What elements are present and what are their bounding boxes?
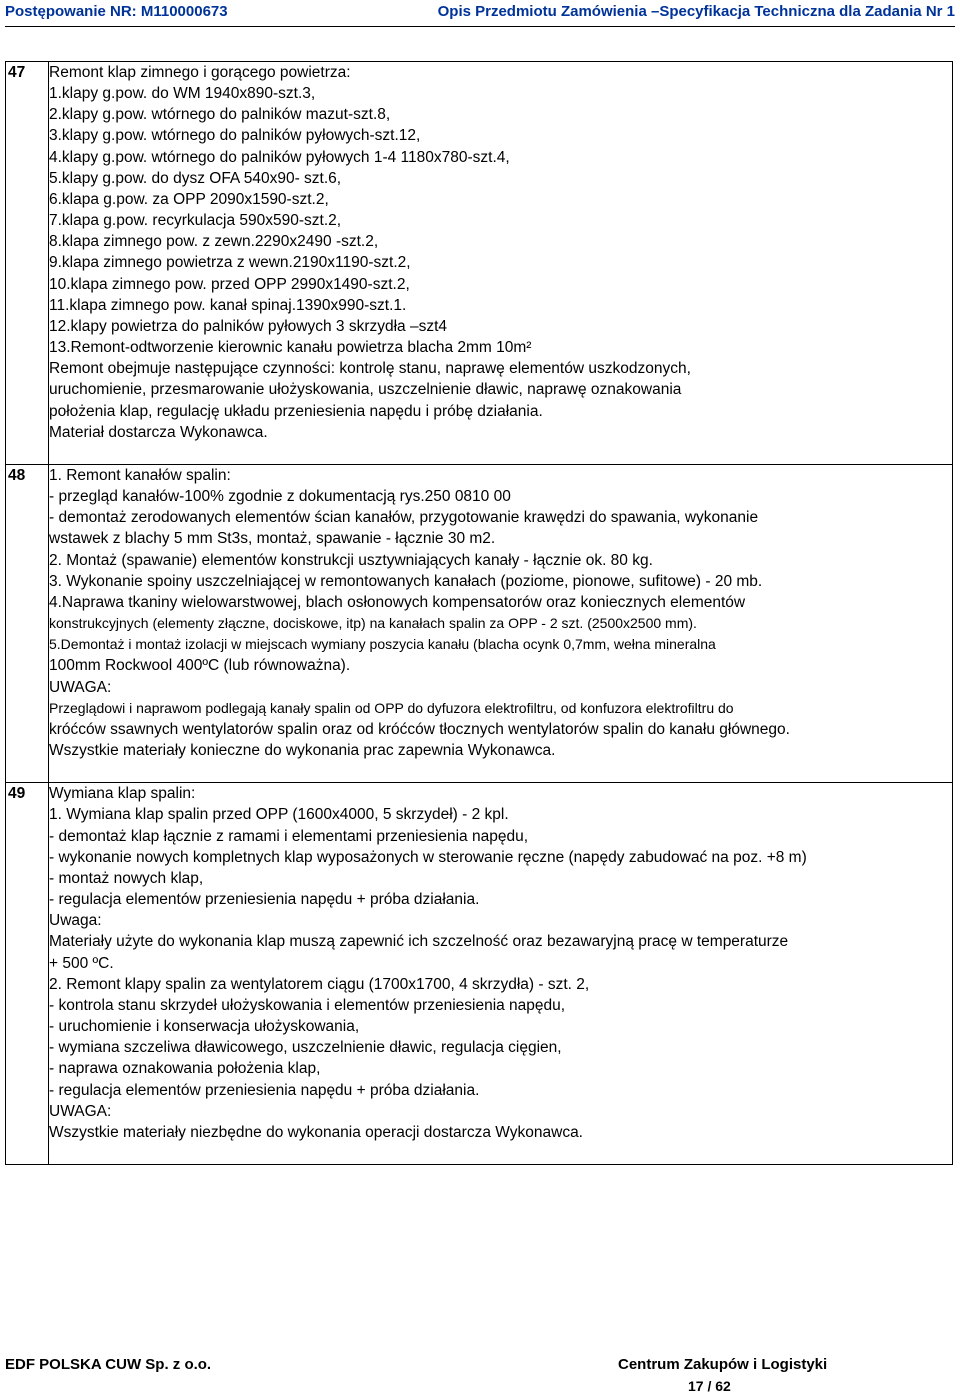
item-number-cell	[6, 783, 49, 1165]
page-number: 17 / 62	[688, 1378, 731, 1394]
description-line: króćców ssawnych wentylatorów spalin oraz od króćców tłocznych wentylatorów spalin do kanału głównego.	[49, 720, 790, 738]
description-line: 1. Remont kanałów spalin:	[49, 466, 231, 484]
description-line: Uwaga:	[49, 912, 102, 930]
description-line	[49, 443, 952, 464]
header-tender-number: Postępowanie NR: M110000673	[5, 3, 228, 20]
description-line: - wykonanie nowych kompletnych klap wyposażonych w sterowanie ręczne (napędy zabudować na poz. +8 m)	[49, 848, 807, 866]
description-line: UWAGA:	[49, 1102, 112, 1120]
item-description-cell	[49, 62, 953, 465]
table-row	[6, 464, 953, 782]
description-line: 4.klapy g.pow. wtórnego do palników pyłowych 1-4 1180x780-szt.4,	[49, 148, 510, 166]
description-line: 12.klapy powietrza do palników pyłowych 3 skrzydła –szt4	[49, 317, 448, 335]
description-line: Materiały użyte do wykonania klap muszą zapewnić ich szczelność oraz bezawaryjną pracę w temperaturze	[49, 933, 789, 951]
page-footer	[0, 1348, 960, 1392]
description-line: wstawek z blachy 5 mm St3s, montaż, spawanie - łącznie 30 m2.	[49, 530, 496, 548]
description-line: - demontaż zerodowanych elementów ścian kanałów, przygotowanie krawędzi do spawania, wykonanie	[49, 509, 759, 527]
item-description-cell	[49, 464, 953, 782]
description-line: 5.Demontaż i montaż izolacji w miejscach wymiany poszycia kanału (blacha ocynk 0,7mm, wełna mineralna	[49, 636, 716, 653]
item-number: 49	[8, 785, 26, 803]
footer-company: EDF POLSKA CUW Sp. z o.o.	[5, 1356, 212, 1373]
description-line: Wszystkie materiały niezbędne do wykonania operacji dostarcza Wykonawca.	[49, 1123, 583, 1141]
description-line: 2. Remont klapy spalin za wentylatorem ciągu (1700x1700, 4 skrzydła) - szt. 2,	[49, 975, 590, 993]
description-line: Wszystkie materiały konieczne do wykonania prac zapewnia Wykonawca.	[49, 742, 556, 759]
description-line: 2.klapy g.pow. wtórnego do palników mazut-szt.8,	[49, 106, 391, 124]
description-line: 3.klapy g.pow. wtórnego do palników pyłowych-szt.12,	[49, 127, 421, 145]
table-row	[6, 783, 953, 1165]
description-line: położenia klap, regulację układu przeniesienia napędu i próbę działania.	[49, 402, 543, 420]
description-line: 100mm Rockwool 400ºC (lub równoważna).	[49, 657, 351, 675]
description-line: 13.Remont-odtworzenie kierownic kanału powietrza blacha 2mm 10m²	[49, 339, 532, 357]
item-number: 47	[8, 64, 26, 81]
description-line	[49, 761, 952, 782]
description-line: 9.klapa zimnego powietrza z wewn.2190x1190-szt.2,	[49, 254, 411, 272]
description-line	[49, 1143, 952, 1164]
description-line: Przeglądowi i naprawom podlegają kanały spalin od OPP do dyfuzora elektrofiltru, od konfuzora elektrofiltru do	[49, 699, 734, 716]
description-line: 3. Wykonanie spoiny uszczelniającej w remontowanych kanałach (poziome, pionowe, sufitowe) - 20 mb.	[49, 572, 763, 590]
description-line: - montaż nowych klap,	[49, 869, 204, 887]
description-line: - demontaż klap łącznie z ramami i elementami przeniesienia napędu,	[49, 827, 529, 845]
page-header	[5, 0, 955, 27]
description-line: konstrukcyjnych (elementy złączne, dociskowe, itp) na kanałach spalin za OPP - 2 szt. (2500x2500 mm).	[49, 615, 697, 632]
item-number-cell	[6, 62, 49, 465]
description-line: - naprawa oznakowania położenia klap,	[49, 1060, 321, 1078]
description-line: - regulacja elementów przeniesienia napędu + próba działania.	[49, 1081, 480, 1099]
description-line: Wymiana klap spalin:	[49, 785, 196, 803]
description-line: 1. Wymiana klap spalin przed OPP (1600x4000, 5 skrzydeł) - 2 kpl.	[49, 806, 509, 824]
description-line: - przegląd kanałów-100% zgodnie z dokumentacją rys.250 0810 00	[49, 488, 511, 506]
item-number: 48	[8, 466, 26, 484]
description-line: uruchomienie, przesmarowanie ułożyskowania, uszczelnienie dławic, naprawę oznakowania	[49, 381, 682, 399]
footer-department: Centrum Zakupów i Logistyki	[618, 1356, 828, 1373]
description-line: Remont obejmuje następujące czynności: kontrolę stanu, naprawę elementów uszkodzonych,	[49, 360, 691, 378]
description-line: + 500 ºC.	[49, 954, 114, 972]
item-description-cell	[49, 783, 953, 1165]
description-line: UWAGA:	[49, 678, 112, 696]
description-line: 7.klapa g.pow. recyrkulacja 590x590-szt.2,	[49, 212, 342, 230]
description-line: - wymiana szczeliwa dławicowego, uszczelnienie dławic, regulacja cięgien,	[49, 1039, 562, 1057]
description-line: - regulacja elementów przeniesienia napędu + próba działania.	[49, 891, 480, 909]
item-number-cell	[6, 464, 49, 782]
description-line: 1.klapy g.pow. do WM 1940x890-szt.3,	[49, 85, 316, 103]
table-row	[6, 62, 953, 465]
description-line: 5.klapy g.pow. do dysz OFA 540x90- szt.6,	[49, 169, 342, 187]
description-line: - kontrola stanu skrzydeł ułożyskowania i elementów przeniesienia napędu,	[49, 996, 566, 1014]
description-line: 4.Naprawa tkaniny wielowarstwowej, blach osłonowych kompensatorów oraz koniecznych elementów	[49, 593, 746, 611]
description-line: Materiał dostarcza Wykonawca.	[49, 423, 268, 441]
description-line: Remont klap zimnego i gorącego powietrza:	[49, 64, 351, 81]
header-document-title: Opis Przedmiotu Zamówienia –Specyfikacja Techniczna dla Zadania Nr 1	[437, 3, 955, 20]
description-line: 10.klapa zimnego pow. przed OPP 2990x1490-szt.2,	[49, 275, 410, 293]
description-line: 8.klapa zimnego pow. z zewn.2290x2490 -szt.2,	[49, 233, 379, 251]
description-line: 2. Montaż (spawanie) elementów konstrukcji usztywniających kanały - łącznie ok. 80 kg.	[49, 551, 653, 569]
description-line: - uruchomienie i konserwacja ułożyskowania,	[49, 1018, 360, 1036]
description-line: 6.klapa g.pow. za OPP 2090x1590-szt.2,	[49, 190, 329, 208]
description-line: 11.klapa zimnego pow. kanał spinaj.1390x990-szt.1.	[49, 296, 407, 314]
specification-table	[5, 61, 953, 1165]
